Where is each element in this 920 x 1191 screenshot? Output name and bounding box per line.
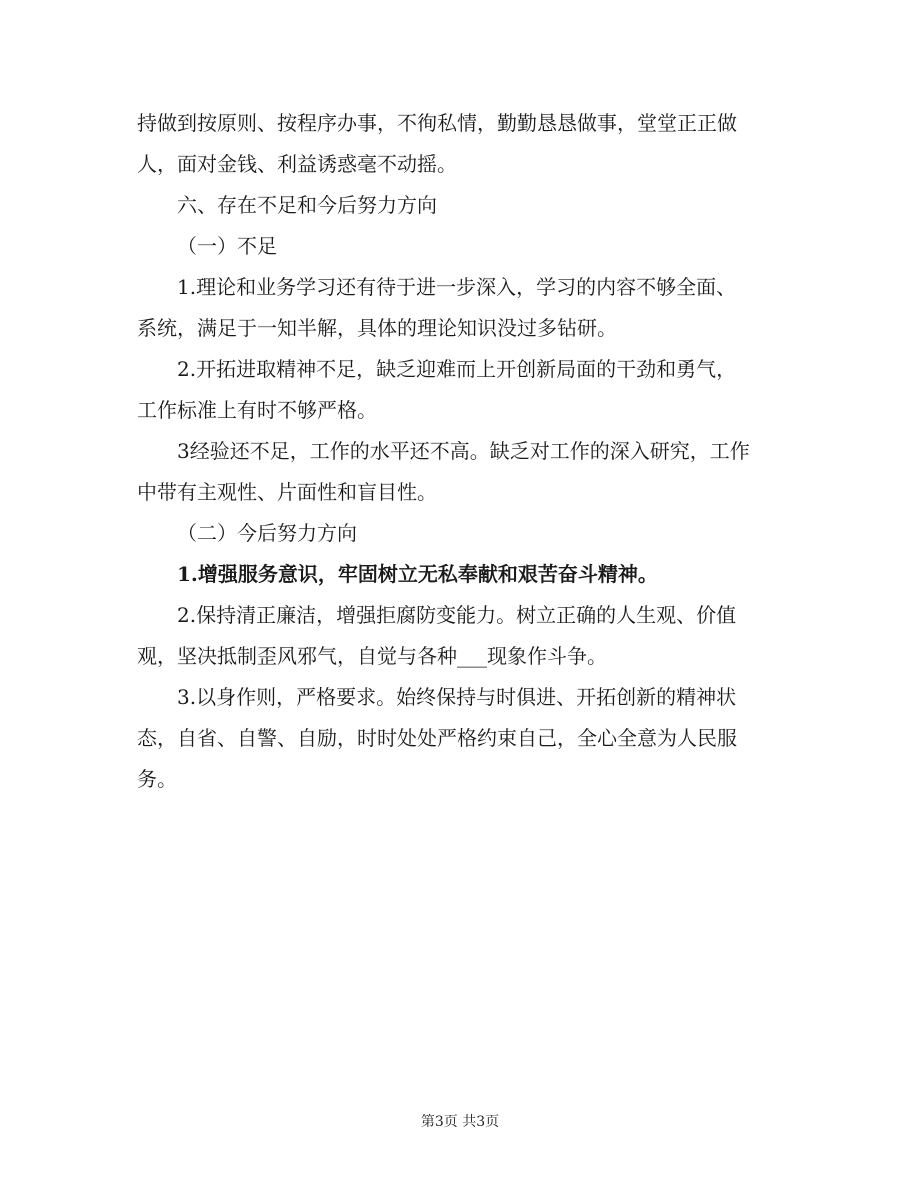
text-line-6: 系统，满足于一知半解，具体的理论知识没过多钻研。: [137, 316, 617, 340]
text-line-7: 2.开拓进取精神不足，缺乏迎难而上开创新局面的干劲和勇气，: [177, 357, 737, 381]
text-line-2: 人，面对金钱、利益诱惑毫不动摇。: [137, 152, 457, 176]
text-line-14: 观，坚决抵制歪风邪气，自觉与各种___现象作斗争。: [137, 644, 607, 668]
text-line-9: 3经验还不足，工作的水平还不高。缺乏对工作的深入研究，工作: [177, 439, 750, 463]
page-number-footer: 第3页 共3页: [420, 1114, 500, 1130]
text-line-15: 3.以身作则，严格要求。始终保持与时俱进、开拓创新的精神状: [177, 685, 737, 709]
text-line-8: 工作标准上有时不够严格。: [137, 398, 377, 422]
text-line-12: 1.增强服务意识，牢固树立无私奉献和艰苦奋斗精神。: [177, 562, 658, 586]
text-line-5: 1.理论和业务学习还有待于进一步深入，学习的内容不够全面、: [177, 275, 737, 299]
document-body: [137, 103, 787, 800]
subsection-heading-direction: （二）今后努力方向: [177, 521, 357, 545]
text-line-16: 态，自省、自警、自励，时时处处严格约束自己，全心全意为人民服: [137, 726, 737, 750]
section-heading: 六、存在不足和今后努力方向: [177, 193, 437, 217]
text-line-1: 持做到按原则、按程序办事，不徇私情，勤勤恳恳做事，堂堂正正做: [137, 111, 737, 135]
subsection-heading-shortcomings: （一）不足: [177, 234, 277, 258]
text-line-10: 中带有主观性、片面性和盲目性。: [137, 480, 437, 504]
text-line-17: 务。: [137, 767, 177, 791]
text-line-13: 2.保持清正廉洁，增强拒腐防变能力。树立正确的人生观、价值: [177, 603, 737, 627]
